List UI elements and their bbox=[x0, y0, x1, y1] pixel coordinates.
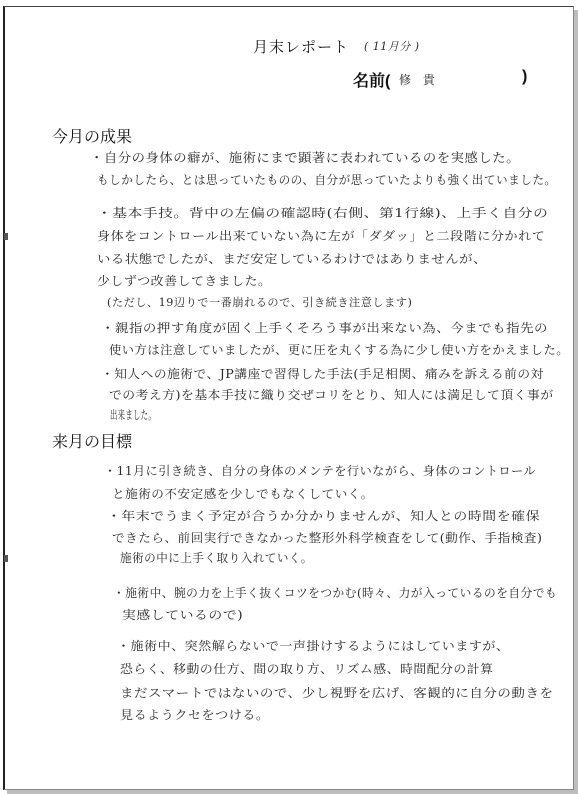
goals-line: ・年末でうまく予定が合うか分かりませんが、知人との時間を確保 bbox=[107, 509, 541, 523]
results-line: ・基本手技。背中の左偏の確認時(右側、第1行線)、上手く自分の bbox=[97, 206, 549, 220]
goals-line: と施術の不安定感を少しでもなくしていく。 bbox=[112, 487, 374, 501]
goals-line: 見るようクセをつける。 bbox=[120, 708, 270, 722]
name-value: 修 貴 bbox=[399, 73, 439, 87]
results-line: 少しずつ改善してきました。 bbox=[97, 274, 272, 288]
results-line: (ただし、19辺りで一番崩れるので、引き続き注意します) bbox=[107, 296, 413, 309]
results-line: ・知人への施術で、JP講座で習得した手法(手足相関、痛みを訴える前の対 bbox=[101, 367, 544, 381]
results-line: ・親指の押す角度が固く上手くそろう事が出来ない為、今までも指先の bbox=[101, 321, 549, 335]
results-line: ・自分の身体の癖が、施術にまで顕著に表われているのを実感した。 bbox=[90, 150, 521, 165]
goals-line: ・施術中、突然解らないで一声掛けするようにはしていますが、 bbox=[117, 639, 510, 653]
results-line: 身体をコントロール出来ていない為に左が「ダダッ」と二段階に分かれて bbox=[97, 229, 546, 243]
results-line: もしかしたら、とは思っていたものの、自分が思っていたよりも強く出ていました。 bbox=[97, 173, 557, 187]
goals-line: 恐らく、移動の仕方、間の取り方、リズム感、時間配分の計算 bbox=[120, 662, 494, 676]
goals-line: ・11月に引き続き、自分の身体のメンテを行いながら、身体のコントロール bbox=[104, 464, 537, 478]
results-line: いる状態でしたが、まだ安定しているわけではありませんが、 bbox=[97, 252, 488, 266]
name-close-paren: ) bbox=[522, 68, 528, 85]
report-month: ( 11月分 ) bbox=[364, 40, 420, 53]
results-line: での考え方)を基本手技に織り交ぜコリをとり、知人には満足して頂く事が bbox=[109, 388, 554, 402]
goals-line: まだスマートではないので、少し視野を広げ、客観的に自分の動きを bbox=[120, 686, 554, 700]
section-heading-next-month: 来月の目標 bbox=[52, 434, 133, 451]
punch-mark-top bbox=[4, 233, 8, 240]
goals-line: ・施術中、腕の力を上手く抜くコツをつかむ(時々、力が入っているのを自分でも bbox=[113, 586, 558, 600]
section-heading-this-month: 今月の成果 bbox=[52, 129, 133, 146]
results-line: 出来ました。 bbox=[110, 408, 157, 422]
results-line: 使い方は注意していましたが、更に圧を丸くする為に少し使い方をかえました。 bbox=[109, 343, 570, 357]
goals-line: 実感しているので) bbox=[122, 608, 244, 622]
name-label: 名前( bbox=[353, 73, 391, 90]
report-title: 月末レポート bbox=[253, 39, 350, 56]
goals-line: できたら、前回実行できなかった整形外科学検査をして(動作、手指検査) bbox=[112, 531, 543, 545]
goals-line: 施術の中に上手く取り入れていく。 bbox=[120, 551, 313, 565]
punch-mark-bottom bbox=[4, 555, 8, 562]
